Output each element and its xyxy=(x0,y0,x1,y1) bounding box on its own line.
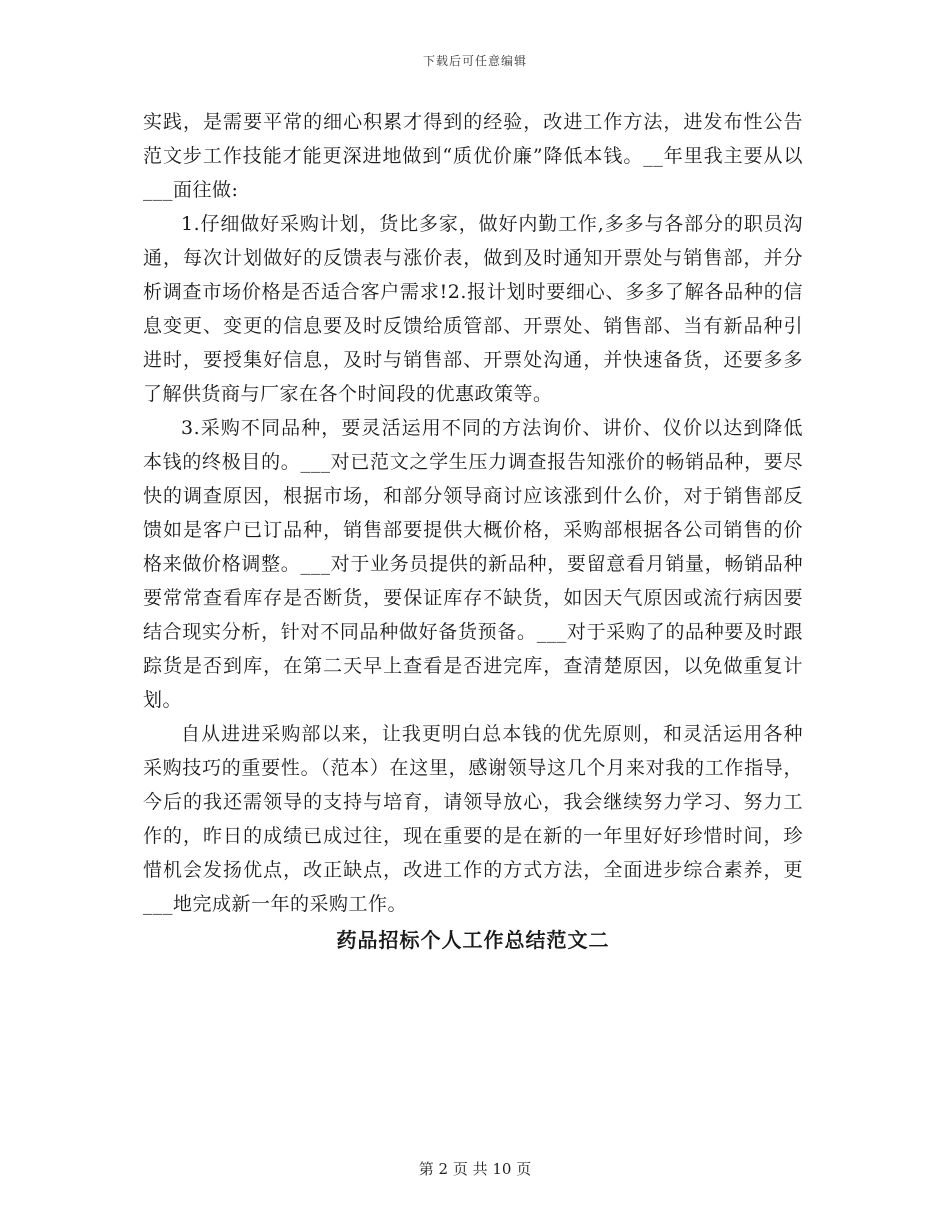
paragraph-2: 1.仔细做好采购计划，货比多家，做好内勤工作,多多与各部分的职员沟通，每次计划做好的反馈表与涨价表，做到及时通知开票处与销售部，并分析调查市场价格是否适合客户需求!2.报计划时要细心、多多了解各品种的信息变更、变更的信息要及时反馈给质管部、开票处、销售部、当有新品种引进时，要授集好信息，及时与销售部、开票处沟通，并快速备货，还要多多了解供货商与厂家在各个时间段的优惠政策等。 xyxy=(143,213,803,405)
paragraph-1: 实践，是需要平常的细心积累才得到的经验，改进工作方法，进发布性公告范文步工作技能才能更深进地做到“质优价廉”降低本钱。__年里我主要从以___面往做: xyxy=(143,111,803,201)
paragraph-3: 3.采购不同品种，要灵活运用不同的方法询价、讲价、仪价以达到降低本钱的终极目的。___对已范文之学生压力调查报告知涨价的畅销品种，要尽快的调查原因，根据市场，和部分领导商讨应该涨到什么价，对于销售部反馈如是客户已订品种，销售部要提供大概价格，采购部根据各公司销售的价格来做价格调整。___对于业务员提供的新品种，要留意看月销量，畅销品种要常常查看库存是否断货，要保证库存不缺货，如因天气原因或流行病因要结合现实分析，针对不同品种做好备货预备。___对于采购了的品种要及时跟踪货是否到库，在第二天早上查看是否进完库，查清楚原因，以免做重复计划。 xyxy=(143,417,803,711)
section-title: 药品招标个人工作总结范文二 xyxy=(336,928,610,952)
body-text xyxy=(143,105,803,957)
page-header-note: 下载后可任意编辑 xyxy=(422,54,527,68)
paragraph-4: 自从进进采购部以来，让我更明白总本钱的优先原则，和灵活运用各种采购技巧的重要性。（范本）在这里，感谢领导这几个月来对我的工作指导，今后的我还需领导的支持与培育，请领导放心，我会继续努力学习、努力工作的，昨日的成绩已成过往，现在重要的是在新的一年里好好珍惜时间，珍惜机会发扬优点，改正缺点，改进工作的方式方法，全面进步综合素养，更___地完成新一年的采购工作。 xyxy=(143,723,803,915)
page-footer: 第 2 页 共 10 页 xyxy=(418,1160,532,1178)
